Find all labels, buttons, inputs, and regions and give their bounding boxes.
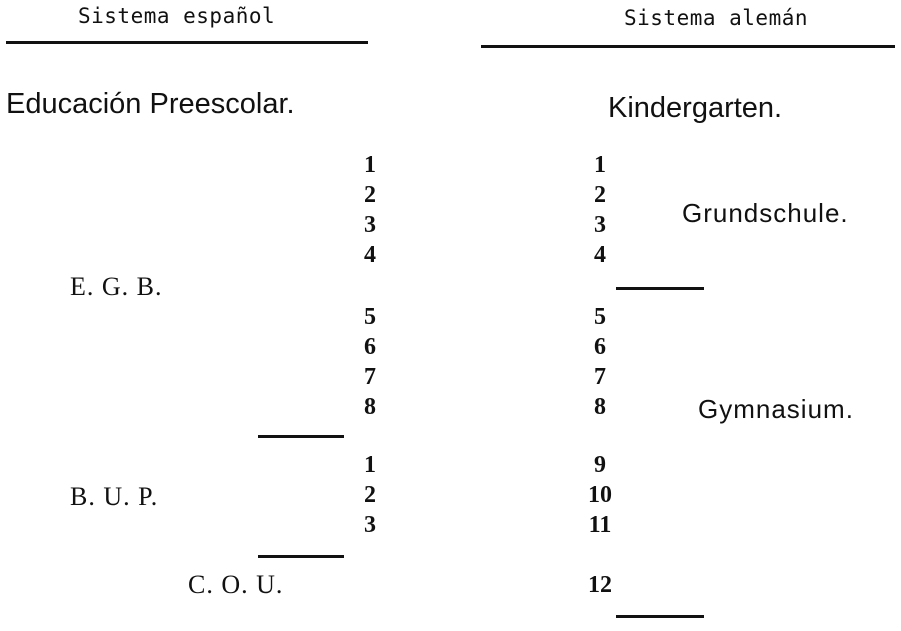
spanish-system-header: Sistema español (78, 4, 276, 28)
bup-year-1: 1 (364, 452, 376, 478)
grundschule-year-2: 2 (594, 182, 606, 208)
egb-year-2: 2 (364, 182, 376, 208)
gymnasium-year-10: 10 (588, 482, 612, 508)
egb-label: E. G. B. (70, 272, 163, 301)
egb-year-3: 3 (364, 212, 376, 238)
gymnasium-label: Gymnasium. (698, 394, 854, 424)
grundschule-year-3: 3 (594, 212, 606, 238)
gymnasium-year-9: 9 (594, 452, 606, 478)
gymnasium-end-rule (616, 615, 704, 618)
spanish-header-rule (6, 41, 368, 44)
gymnasium-year-5: 5 (594, 304, 606, 330)
bup-year-3: 3 (364, 512, 376, 538)
german-system-header: Sistema alemán (624, 6, 809, 30)
egb-year-5: 5 (364, 304, 376, 330)
spanish-preschool: Educación Preescolar. (6, 88, 295, 120)
egb-year-8: 8 (364, 394, 376, 420)
grundschule-end-rule (616, 287, 704, 290)
gymnasium-year-7: 7 (594, 364, 606, 390)
bup-year-2: 2 (364, 482, 376, 508)
bup-end-rule (258, 555, 344, 558)
grundschule-label: Grundschule. (682, 198, 849, 228)
egb-end-rule (258, 435, 344, 438)
egb-year-6: 6 (364, 334, 376, 360)
egb-year-1: 1 (364, 152, 376, 178)
egb-year-7: 7 (364, 364, 376, 390)
german-header-rule (481, 45, 895, 48)
grundschule-year-4: 4 (594, 242, 606, 268)
german-kindergarten: Kindergarten. (608, 92, 783, 124)
gymnasium-year-8: 8 (594, 394, 606, 420)
cou-label: C. O. U. (188, 570, 284, 599)
gymnasium-year-11: 11 (588, 512, 612, 538)
gymnasium-year-12: 12 (588, 572, 612, 598)
egb-year-4: 4 (364, 242, 376, 268)
gymnasium-year-6: 6 (594, 334, 606, 360)
bup-label: B. U. P. (70, 482, 159, 511)
grundschule-year-1: 1 (594, 152, 606, 178)
